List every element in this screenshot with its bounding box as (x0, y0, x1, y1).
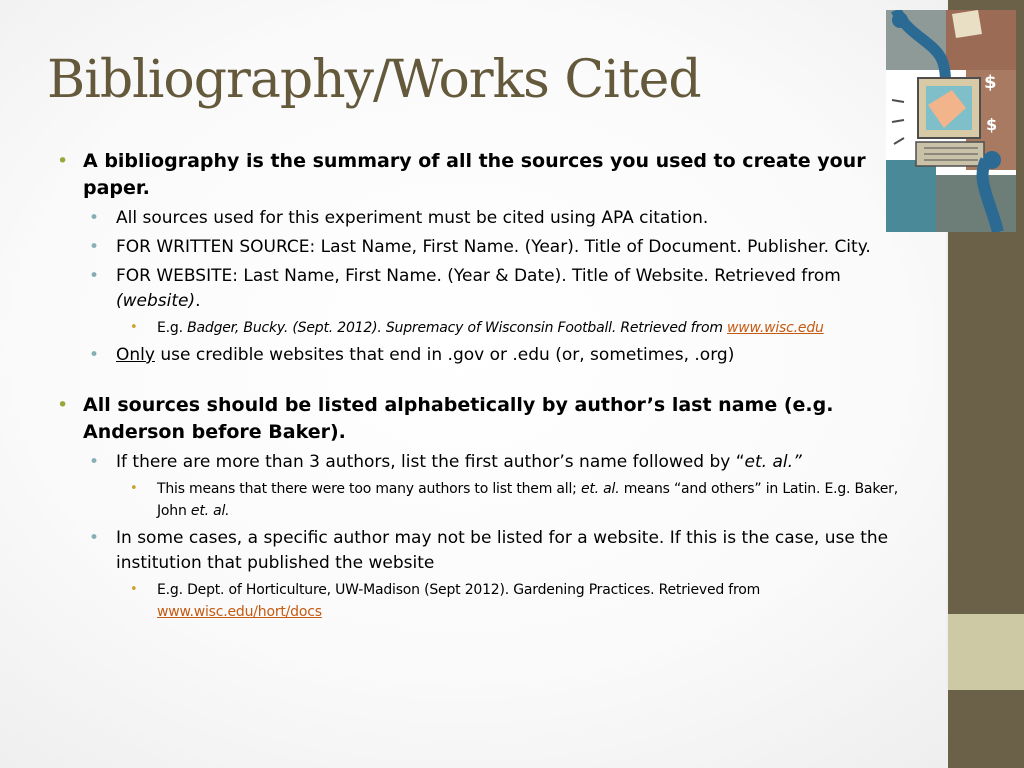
bullet-text: use credible websites that end in .gov or .edu (or, sometimes, .org) (154, 345, 735, 365)
bullet-institution-example (57, 579, 915, 623)
bullet-alphabetical-order (57, 392, 915, 446)
bullet-apa-citation (57, 206, 915, 231)
bullet-et-al-meaning (57, 478, 915, 522)
bullet-website-format (57, 264, 915, 314)
bullet-credible-websites (57, 343, 915, 368)
bullet-italic-text: Badger, Bucky. (Sept. 2012). Supremacy of Wisconsin Football. Retrieved from (187, 320, 728, 336)
svg-text:$: $ (986, 115, 998, 134)
svg-text:$: $ (984, 72, 997, 93)
bullet-marker: • (89, 528, 100, 548)
bullet-marker: • (130, 582, 138, 597)
bullet-text: All sources used for this experiment must be cited using APA citation. (116, 208, 709, 228)
bullet-text: This means that there were too many authors to list them all; (157, 481, 581, 497)
bullet-marker: • (89, 237, 100, 257)
bullet-underlined-text: Only (116, 345, 155, 365)
bullet-text: E.g. (157, 320, 188, 336)
bullet-marker: • (89, 345, 100, 365)
bullet-text: In some cases, a specific author may not be listed for a website. If this is the case, use the institution that published the website (116, 528, 889, 573)
bullet-website-example (57, 317, 915, 339)
slide-content (57, 148, 915, 623)
wisc-edu-hort-docs-link[interactable]: www.wisc.edu/hort/docs (157, 604, 322, 620)
bullet-italic-text: et. al.” (744, 452, 802, 472)
side-panel-accent (948, 614, 1024, 690)
bullet-more-than-three-authors (57, 450, 915, 475)
bullet-text-middle: means “and others” in Latin. E.g. Baker, John (157, 481, 898, 519)
bullet-text: All sources should be listed alphabetically by author’s last name (e.g. Anderson before Baker). (83, 394, 834, 443)
slide-title: Bibliography/Works Cited (47, 50, 701, 110)
bullet-marker: • (89, 208, 100, 228)
bullet-italic-text: et. al. (580, 481, 620, 497)
bullet-italic-text-2: et. al. (190, 503, 230, 519)
bullet-text: A bibliography is the summary of all the sources you used to create your paper. (83, 150, 866, 199)
bullet-marker: • (89, 266, 100, 286)
bullet-italic-text: (website) (116, 291, 196, 311)
bullet-text: E.g. Dept. of Horticulture, UW-Madison (Sept 2012). Gardening Practices. Retrieved from (157, 582, 761, 598)
bullet-bibliography-summary (57, 148, 915, 202)
wisc-edu-link[interactable]: www.wisc.edu (727, 320, 824, 336)
bullet-text: FOR WRITTEN SOURCE: Last Name, First Name. (Year). Title of Document. Publisher. City. (116, 237, 871, 257)
bullet-marker: • (130, 481, 138, 496)
bullet-text: FOR WEBSITE: Last Name, First Name. (Year & Date). Title of Website. Retrieved from (116, 266, 841, 286)
bullet-spacer (57, 368, 915, 392)
bullet-text: If there are more than 3 authors, list the first author’s name followed by “ (116, 452, 745, 472)
bullet-marker: • (89, 452, 100, 472)
bullet-marker: • (57, 394, 69, 416)
bullet-list (57, 148, 915, 623)
bullet-written-source-format (57, 235, 915, 260)
bullet-text-suffix: . (195, 291, 201, 311)
bullet-marker: • (130, 320, 138, 335)
bullet-marker: • (57, 150, 69, 172)
bullet-no-author-case (57, 526, 915, 576)
